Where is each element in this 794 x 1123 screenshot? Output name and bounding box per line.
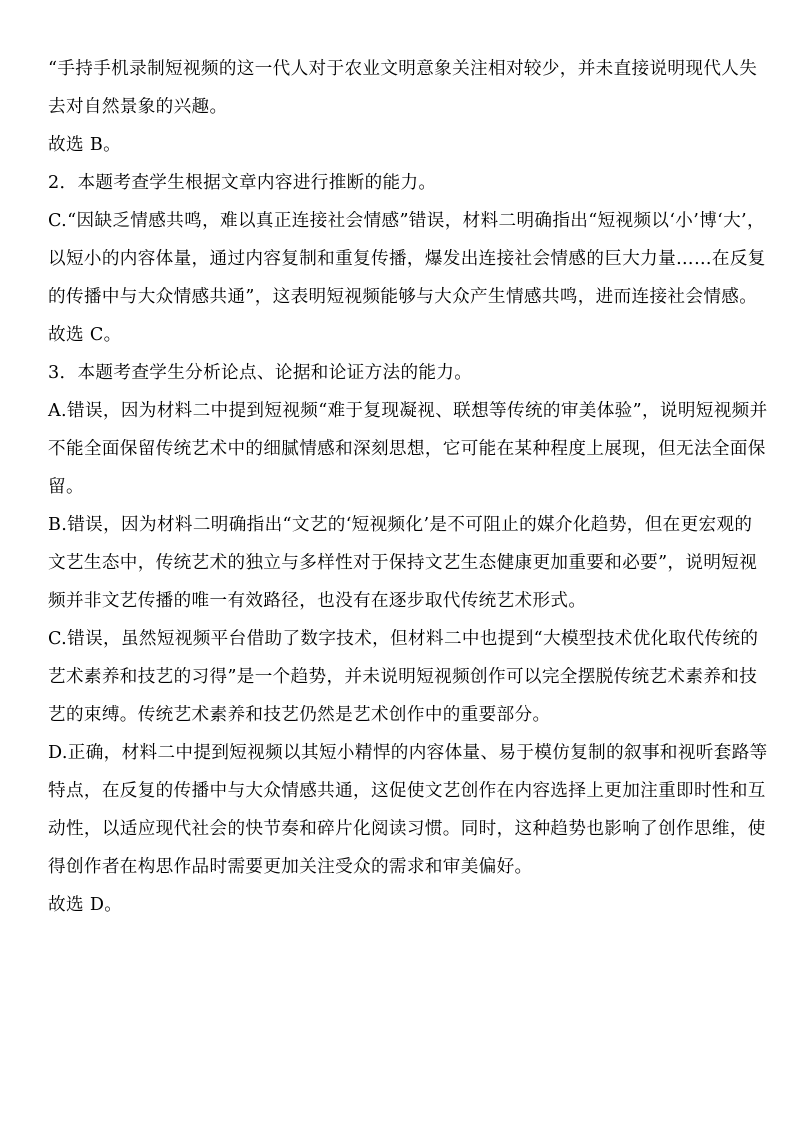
paragraph-q3-answer: 故选 D。 [48, 895, 123, 915]
paragraph-q1-analysis-tail: “手持手机录制短视频的这一代人对于农业文明意象关注相对较少，并未直接说明现代人失去对自然景象的兴趣。 [48, 59, 758, 117]
paragraph-q3-option-a: A.错误，因为材料二中提到短视频“难于复现凝视、联想等传统的审美体验”，说明短视频并不能全面保留传统艺术中的细腻情感和深刻思想，它可能在某种程度上展现，但无法全面保留。 [48, 401, 768, 497]
paragraph-q1-answer: 故选 B。 [48, 135, 122, 155]
paragraph-q3-option-c: C.错误，虽然短视频平台借助了数字技术，但材料二中也提到“大模型技术优化取代传统的艺术素养和技艺的习得”是一个趋势，并未说明短视频创作可以完全摆脱传统艺术素养和技艺的束缚。传统艺术素养和技艺仍然是艺术创作中的重要部分。 [48, 629, 759, 725]
paragraph-q3-heading: 3．本题考查学生分析论点、论据和论证方法的能力。 [48, 363, 473, 383]
paragraph-q2-answer: 故选 C。 [48, 325, 122, 345]
paragraph-q2-option-c: C.“因缺乏情感共鸣，难以真正连接社会情感”错误，材料二明确指出“短视频以‘小’博‘大’，以短小的内容体量，通过内容复制和重复传播，爆发出连接社会情感的巨大力量……在反复的传播中与大众情感共通”，这表明短视频能够与大众产生情感共鸣，进而连接社会情感。 [48, 211, 766, 307]
answer-explanation-page [48, 50, 770, 924]
paragraph-q3-option-d: D.正确，材料二中提到短视频以其短小精悍的内容体量、易于模仿复制的叙事和视听套路等特点，在反复的传播中与大众情感共通，这促使文艺创作在内容选择上更加注重即时性和互动性，以适应现代社会的快节奏和碎片化阅读习惯。同时，这种趋势也影响了创作思维，使得创作者在构思作品时需要更加关注受众的需求和审美偏好。 [48, 743, 768, 877]
paragraph-q3-option-b: B.错误，因为材料二明确指出“文艺的‘短视频化’是不可阻止的媒介化趋势，但在更宏观的文艺生态中，传统艺术的独立与多样性对于保持文艺生态健康更加重要和必要”，说明短视频并非文艺传播的唯一有效路径，也没有在逐步取代传统艺术形式。 [48, 515, 758, 611]
paragraph-q2-heading: 2．本题考查学生根据文章内容进行推断的能力。 [48, 173, 437, 193]
